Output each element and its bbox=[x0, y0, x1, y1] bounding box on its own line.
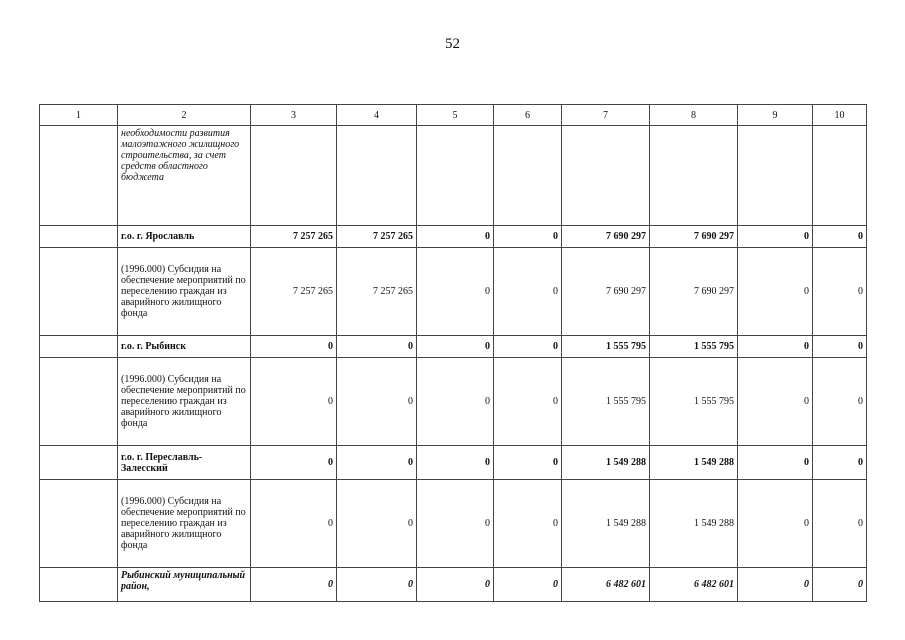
amount-cell: 0 bbox=[494, 248, 562, 336]
table-row bbox=[40, 568, 867, 602]
row-code bbox=[40, 358, 118, 446]
amount-cell: 0 bbox=[813, 358, 867, 446]
amount-cell: 0 bbox=[251, 568, 337, 602]
amount-cell bbox=[251, 126, 337, 226]
amount-cell: 7 257 265 bbox=[337, 248, 417, 336]
row-description: (1996.000) Субсидия на обеспечение мероприятий по переселению граждан из аварийного жилищного фонда bbox=[118, 248, 251, 336]
table-row bbox=[40, 446, 867, 480]
amount-cell: 0 bbox=[813, 248, 867, 336]
amount-cell: 0 bbox=[337, 446, 417, 480]
amount-cell: 0 bbox=[337, 480, 417, 568]
amount-cell: 0 bbox=[494, 446, 562, 480]
row-description: Рыбинский муниципальный район, bbox=[118, 568, 251, 602]
amount-cell: 0 bbox=[251, 358, 337, 446]
amount-cell: 7 257 265 bbox=[251, 226, 337, 248]
column-header: 10 bbox=[813, 105, 867, 126]
amount-cell: 0 bbox=[494, 226, 562, 248]
row-code bbox=[40, 336, 118, 358]
amount-cell: 0 bbox=[813, 226, 867, 248]
column-header: 9 bbox=[738, 105, 813, 126]
column-header: 6 bbox=[494, 105, 562, 126]
page-number: 52 bbox=[445, 36, 460, 52]
column-header: 4 bbox=[337, 105, 417, 126]
row-description: г.о. г. Рыбинск bbox=[118, 336, 251, 358]
table-row bbox=[40, 336, 867, 358]
column-header: 5 bbox=[417, 105, 494, 126]
amount-cell: 0 bbox=[417, 248, 494, 336]
amount-cell bbox=[650, 126, 738, 226]
amount-cell: 0 bbox=[738, 226, 813, 248]
table-body bbox=[40, 126, 867, 602]
amount-cell: 7 257 265 bbox=[337, 226, 417, 248]
amount-cell: 0 bbox=[417, 226, 494, 248]
amount-cell: 7 257 265 bbox=[251, 248, 337, 336]
column-header: 7 bbox=[562, 105, 650, 126]
amount-cell: 1 549 288 bbox=[562, 480, 650, 568]
amount-cell: 0 bbox=[738, 248, 813, 336]
amount-cell: 0 bbox=[251, 336, 337, 358]
amount-cell: 0 bbox=[337, 568, 417, 602]
column-header: 8 bbox=[650, 105, 738, 126]
amount-cell: 0 bbox=[738, 568, 813, 602]
row-description: г.о. г. Ярославль bbox=[118, 226, 251, 248]
row-code bbox=[40, 480, 118, 568]
amount-cell: 0 bbox=[813, 446, 867, 480]
amount-cell: 0 bbox=[738, 446, 813, 480]
amount-cell: 0 bbox=[738, 336, 813, 358]
column-header: 3 bbox=[251, 105, 337, 126]
amount-cell: 0 bbox=[417, 480, 494, 568]
table-row bbox=[40, 358, 867, 446]
amount-cell: 7 690 297 bbox=[650, 248, 738, 336]
row-description: (1996.000) Субсидия на обеспечение мероприятий по переселению граждан из аварийного жилищного фонда bbox=[118, 358, 251, 446]
amount-cell bbox=[738, 126, 813, 226]
amount-cell: 0 bbox=[251, 446, 337, 480]
amount-cell: 0 bbox=[813, 336, 867, 358]
row-description: необходимости развития малоэтажного жилищного строительства, за счет средств областного бюджета bbox=[118, 126, 251, 226]
amount-cell: 0 bbox=[417, 336, 494, 358]
amount-cell bbox=[494, 126, 562, 226]
amount-cell: 1 555 795 bbox=[650, 358, 738, 446]
amount-cell: 0 bbox=[417, 568, 494, 602]
table-row bbox=[40, 126, 867, 226]
amount-cell: 6 482 601 bbox=[562, 568, 650, 602]
amount-cell: 0 bbox=[738, 480, 813, 568]
amount-cell: 0 bbox=[494, 358, 562, 446]
amount-cell: 0 bbox=[417, 358, 494, 446]
amount-cell: 0 bbox=[337, 336, 417, 358]
amount-cell bbox=[813, 126, 867, 226]
amount-cell: 0 bbox=[337, 358, 417, 446]
amount-cell: 0 bbox=[251, 480, 337, 568]
amount-cell: 1 549 288 bbox=[650, 480, 738, 568]
amount-cell: 1 549 288 bbox=[650, 446, 738, 480]
row-code bbox=[40, 248, 118, 336]
amount-cell: 0 bbox=[813, 568, 867, 602]
amount-cell bbox=[417, 126, 494, 226]
amount-cell bbox=[337, 126, 417, 226]
row-code bbox=[40, 446, 118, 480]
row-code bbox=[40, 568, 118, 602]
amount-cell: 0 bbox=[417, 446, 494, 480]
amount-cell: 1 555 795 bbox=[562, 336, 650, 358]
budget-table bbox=[39, 104, 867, 602]
row-code bbox=[40, 126, 118, 226]
row-description: (1996.000) Субсидия на обеспечение мероприятий по переселению граждан из аварийного жилищного фонда bbox=[118, 480, 251, 568]
amount-cell: 6 482 601 bbox=[650, 568, 738, 602]
amount-cell: 0 bbox=[813, 480, 867, 568]
amount-cell: 0 bbox=[494, 336, 562, 358]
amount-cell: 1 555 795 bbox=[562, 358, 650, 446]
column-header: 1 bbox=[40, 105, 118, 126]
amount-cell: 1 555 795 bbox=[650, 336, 738, 358]
amount-cell bbox=[562, 126, 650, 226]
column-header: 2 bbox=[118, 105, 251, 126]
table-row bbox=[40, 248, 867, 336]
header-row bbox=[40, 105, 867, 126]
amount-cell: 7 690 297 bbox=[562, 248, 650, 336]
amount-cell: 7 690 297 bbox=[562, 226, 650, 248]
amount-cell: 7 690 297 bbox=[650, 226, 738, 248]
table-row bbox=[40, 480, 867, 568]
table-row bbox=[40, 226, 867, 248]
amount-cell: 0 bbox=[738, 358, 813, 446]
amount-cell: 1 549 288 bbox=[562, 446, 650, 480]
amount-cell: 0 bbox=[494, 480, 562, 568]
row-code bbox=[40, 226, 118, 248]
row-description: г.о. г. Переславль-Залесский bbox=[118, 446, 251, 480]
amount-cell: 0 bbox=[494, 568, 562, 602]
